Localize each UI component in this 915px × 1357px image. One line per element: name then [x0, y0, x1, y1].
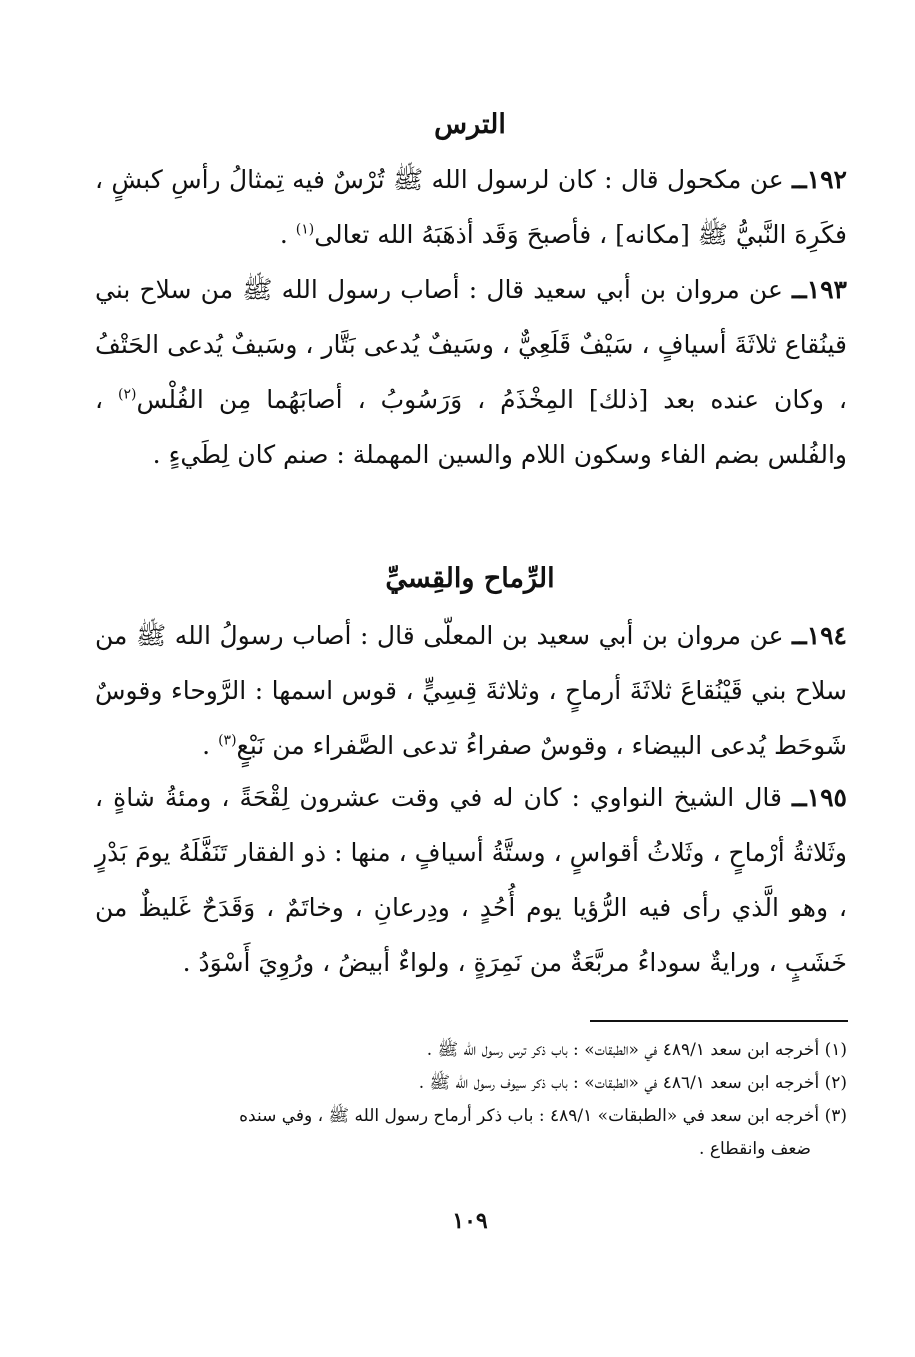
page-number: ١٠٩ [452, 1208, 488, 1234]
footnote-2 [95, 1067, 847, 1100]
footnote-separator [590, 1020, 848, 1022]
footnote-text: أخرجه ابن سعد في «الطبقات» ٤٨٩/١ : باب ذكر أرماح رسول الله ﷺ ، وفي سنده [239, 1106, 820, 1126]
paragraph-number: ١٩٣ــ [792, 275, 847, 304]
paragraph-text: عن مكحول قال : كان لرسول الله ﷺ تُرْسٌ فيه تِمثالُ رأسِ كبشٍ ، فكَرِهَ النَّبيُّ ﷺ [مكانه] ، فأصبحَ وَقَد أذهَبَهُ الله تعالى [95, 165, 847, 249]
paragraph-tail: ، والفُلس بضم الفاء وسكون اللام والسين المهملة : صنم كان لِطَيءٍ . [95, 385, 847, 469]
paragraph-text: عن مروان بن أبي سعيد بن المعلّى قال : أصاب رسولُ الله ﷺ من سلاح بني قَيْنُقاعَ ثلاثَةَ أرماحٍ ، وثلاثةَ قِسِيٍّ ، قوس اسمها : الرَّوحاء وقوسٌ شَوحَط يُدعى البيضاء ، وقوسٌ صفراءُ تدعى الصَّفراء من نَبْعٍ [95, 621, 847, 760]
paragraph-tail: . [202, 731, 219, 760]
footnote-text: أخرجه ابن سعد ٤٨٦/١ في «الطبقات» : باب ذكر سيوف رسول الله ﷺ . [418, 1073, 820, 1093]
footnote-mark: (٣) [824, 1106, 847, 1126]
paragraph-number: ١٩٤ــ [792, 621, 847, 650]
footnote-text: أخرجه ابن سعد ٤٨٩/١ في «الطبقات» : باب ذكر ترس رسول الله ﷺ . [426, 1040, 820, 1060]
paragraph-text: عن مروان بن أبي سعيد قال : أصاب رسول الله ﷺ من سلاح بني قينُقاع ثلاثَةَ أسيافٍ ، سَيْفٌ قَلَعِيٌّ ، وسَيفٌ يُدعى بَتَّار ، وسَيفٌ يُدعى الحَتْفُ ، وكان عنده بعد [ذلك] المِخْذَمُ ، وَرَسُوبُ ، أصابَهُما مِن الفُلْس [95, 275, 847, 414]
paragraph-193 [95, 262, 847, 482]
footnotes [95, 1034, 847, 1166]
paragraph-number: ١٩٢ــ [792, 165, 847, 194]
paragraph-194 [95, 608, 847, 773]
footnote-3 [95, 1100, 847, 1133]
footnote-mark: (١) [295, 221, 315, 238]
footnote-mark: (٣) [218, 732, 237, 749]
section-heading-shield: الترس [434, 109, 506, 140]
paragraph-192 [95, 152, 847, 262]
footnote-mark: (١) [824, 1040, 847, 1060]
footnote-1 [95, 1034, 847, 1067]
paragraph-number: ١٩٥ــ [792, 783, 847, 812]
footnote-mark: (٢) [824, 1073, 847, 1093]
paragraph-tail: . [279, 220, 296, 249]
footnote-mark: (٢) [118, 386, 137, 403]
section-heading-spears-bows: الرِّماح والقِسيِّ [385, 563, 555, 594]
paragraph-text: قال الشيخ النواوي : كان له في وقت عشرون لِقْحَةً ، ومئةُ شاةٍ ، وثَلاثةُ أرْماحٍ ، وثَلاثُ أقواسٍ ، وستَّةُ أسيافٍ ، منها : ذو الفقار تَنَفَّلَهُ يومَ بَدْرٍ ، وهو الَّذي رأى فيه الرُّؤيا يوم أُحُدٍ ، ودِرعانِ ، وخاتَمٌ ، وَقَدَحٌ غَليظٌ من خَشَبٍ ، ورايةٌ سوداءُ مربَّعَةٌ من نَمِرَةٍ ، ولواءٌ أبيضُ ، ورُوِيَ أَسْوَدُ . [95, 783, 847, 977]
paragraph-195 [95, 770, 847, 990]
footnote-3-continuation: ضعف وانقطاع . [699, 1139, 811, 1159]
